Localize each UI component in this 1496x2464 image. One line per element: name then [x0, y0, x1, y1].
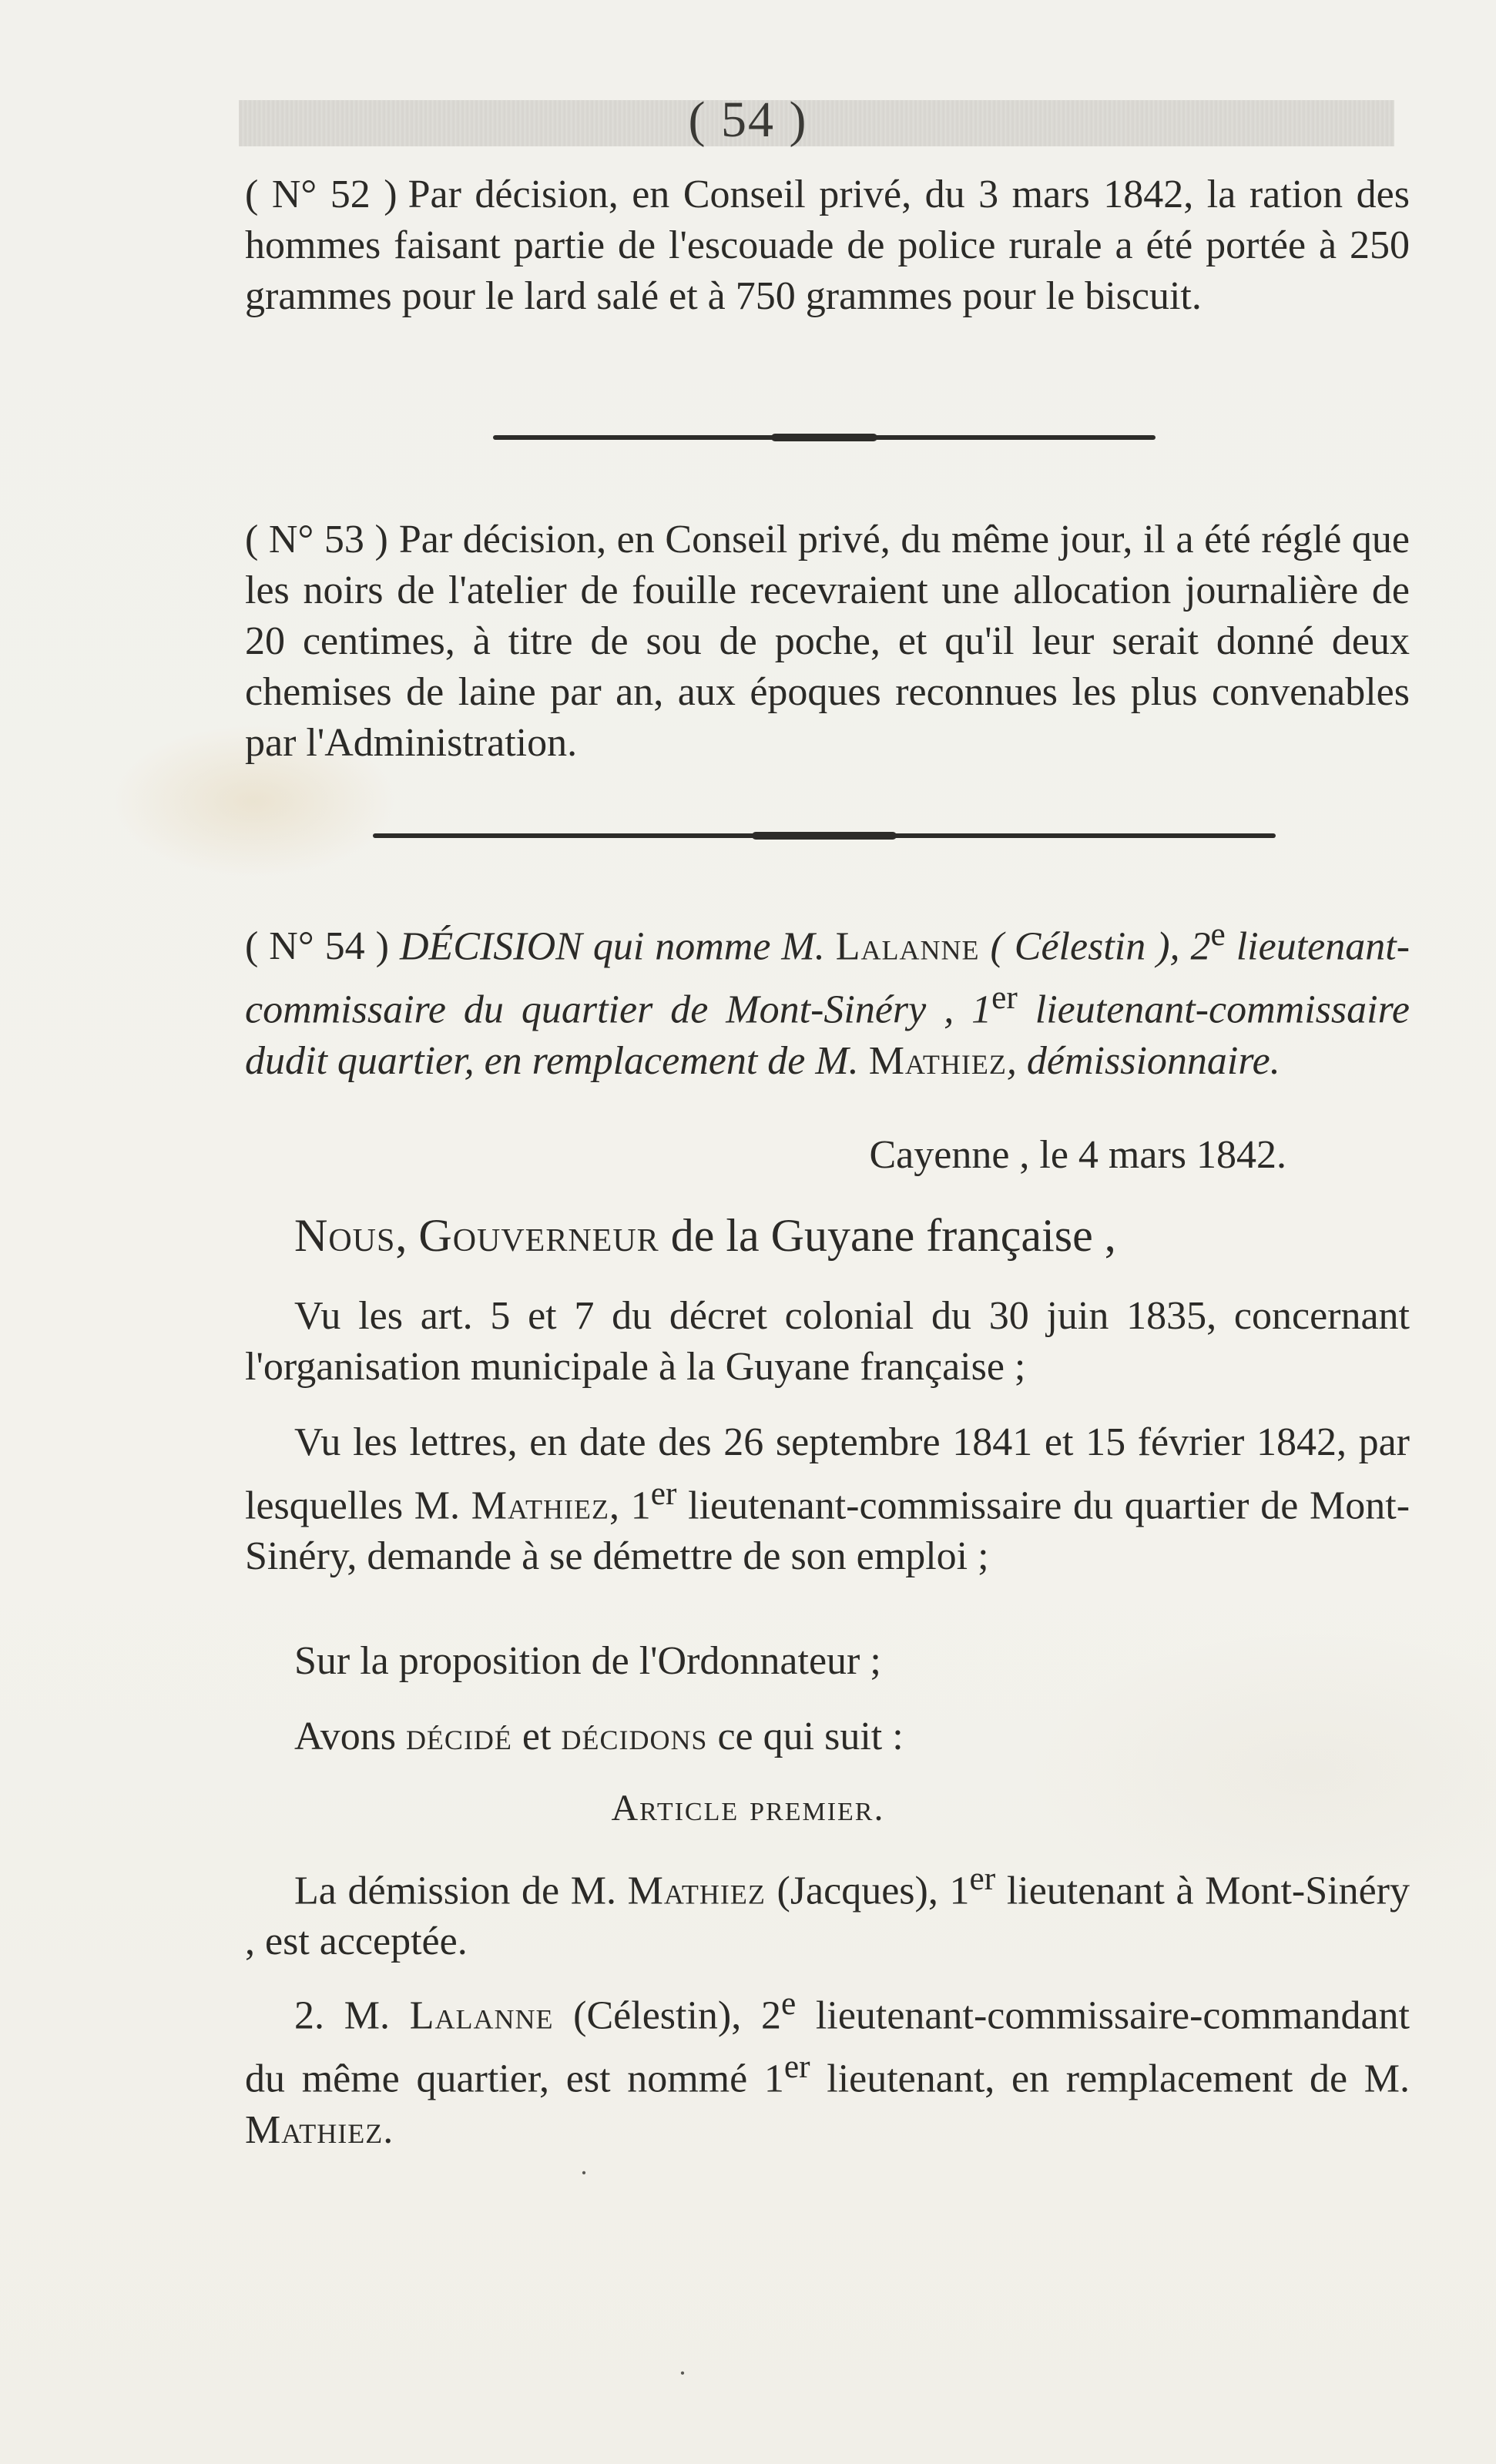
sup-e: e: [1210, 916, 1226, 953]
para-vu-lettres-c: , 1: [609, 1483, 651, 1528]
para-demission-a: La démission de M.: [294, 1869, 628, 1913]
governor-heading: [294, 1209, 1116, 1262]
dateline: Cayenne , le 4 mars 1842.: [869, 1133, 1286, 1177]
para-article-2-i: .: [383, 2107, 394, 2152]
article-title: Article premier.: [611, 1788, 885, 1829]
entry-54-title: [245, 909, 1410, 1087]
para-article-2-g: lieutenant, en remplacement de M.: [810, 2057, 1410, 2101]
sup-er: er: [969, 1860, 996, 1897]
para-et: et: [512, 1715, 562, 1758]
para-demission: [245, 1853, 1410, 1967]
entry-54-text-a: qui nomme M.: [582, 924, 836, 969]
separator-rule-2: [373, 833, 1276, 838]
sup-er: er: [650, 1475, 677, 1512]
entry-52: [245, 169, 1410, 322]
para-vu-art: Vu les art. 5 et 7 du décret colonial du 30 juin 1835, concernant l'organisation municipale à la Guyane française ;: [245, 1294, 1410, 1389]
para-article-2-e: lieutenant-commissaire-commandant du même quartier, est nommé 1: [245, 1993, 1410, 2101]
para-vu-lettres-a: Vu les lettres, en date des 26 septembre 1841 et 15 février 1842, par lesquelles M.: [245, 1420, 1410, 1528]
para-demission-e: lieutenant à Mont-Sinéry , est acceptée.: [245, 1869, 1410, 1964]
word-decidons: décidons: [561, 1715, 708, 1758]
entry-54-text-c: lieutenant-commissaire du quartier de Mont-Sinéry , 1: [245, 924, 1410, 1032]
entry-54-text-d: lieutenant-commissaire dudit quartier, en remplacement de M.: [245, 987, 1410, 1083]
entry-52-number: ( N° 52 ): [245, 173, 397, 216]
entry-54-text-e: , démissionnaire.: [1006, 1038, 1280, 1083]
para-suit: ce qui suit :: [707, 1715, 904, 1758]
word-decide: décidé: [405, 1715, 512, 1758]
entry-54-number: ( N° 54 ): [245, 924, 389, 969]
separator-rule-1: [493, 435, 1156, 440]
para-avons-decide: [245, 1711, 1410, 1762]
heading-comma: ,: [395, 1210, 419, 1261]
para-article-2: [245, 1978, 1410, 2156]
heading-gouverneur: Gouverneur: [418, 1210, 659, 1261]
para-proposition: Sur la proposition de l'Ordonnateur ;: [294, 1639, 881, 1683]
page-number: ( 54 ): [688, 92, 808, 148]
ink-speck-2: ·: [678, 2358, 687, 2389]
name-lalanne: Lalanne: [835, 924, 980, 969]
heading-rest: de la Guyane française ,: [659, 1210, 1116, 1261]
entry-52-text: Par décision, en Conseil privé, du 3 mars 1842, la ration des hommes faisant partie de l'escouade de police rurale a été portée à 250 grammes pour le lard salé et à 750 grammes pour le biscuit.: [245, 173, 1410, 318]
sup-e: e: [780, 1985, 797, 2022]
name-mathiez: Mathiez: [471, 1483, 609, 1528]
ink-speck-1: ·: [579, 2157, 589, 2188]
heading-nous: Nous: [294, 1210, 396, 1261]
para-vu-lettres: [245, 1417, 1410, 1582]
name-mathiez: Mathiez: [245, 2107, 384, 2152]
para-article-2-a: 2. M.: [294, 1993, 410, 2038]
sup-er: er: [783, 2048, 810, 2086]
entry-53: [245, 515, 1410, 769]
para-vu-lettres-e: lieutenant-commissaire du quartier de Mont-Sinéry, demande à se démettre de son emploi ;: [245, 1483, 1410, 1579]
decision-word: DÉCISION: [399, 924, 582, 969]
name-lalanne: Lalanne: [409, 1993, 554, 2038]
para-article-2-c: (Célestin), 2: [553, 1993, 781, 2038]
para-demission-c: (Jacques), 1: [765, 1869, 970, 1913]
entry-53-text: Par décision, en Conseil privé, du même jour, il a été réglé que les noirs de l'atelier de fouille recevraient une allocation journalière de 20 centimes, à titre de sou de poche, et qu'il leur serait donné deux chemises de laine par an, aux époques reconnues les plus convenables par l'Administration.: [245, 518, 1410, 765]
para-avons: Avons: [294, 1715, 406, 1758]
name-mathiez: Mathiez: [627, 1869, 766, 1913]
entry-54-text-b: ( Célestin ), 2: [979, 924, 1211, 969]
name-mathiez: Mathiez: [868, 1038, 1007, 1083]
sup-er: er: [991, 979, 1018, 1017]
entry-53-number: ( N° 53 ): [245, 518, 388, 562]
